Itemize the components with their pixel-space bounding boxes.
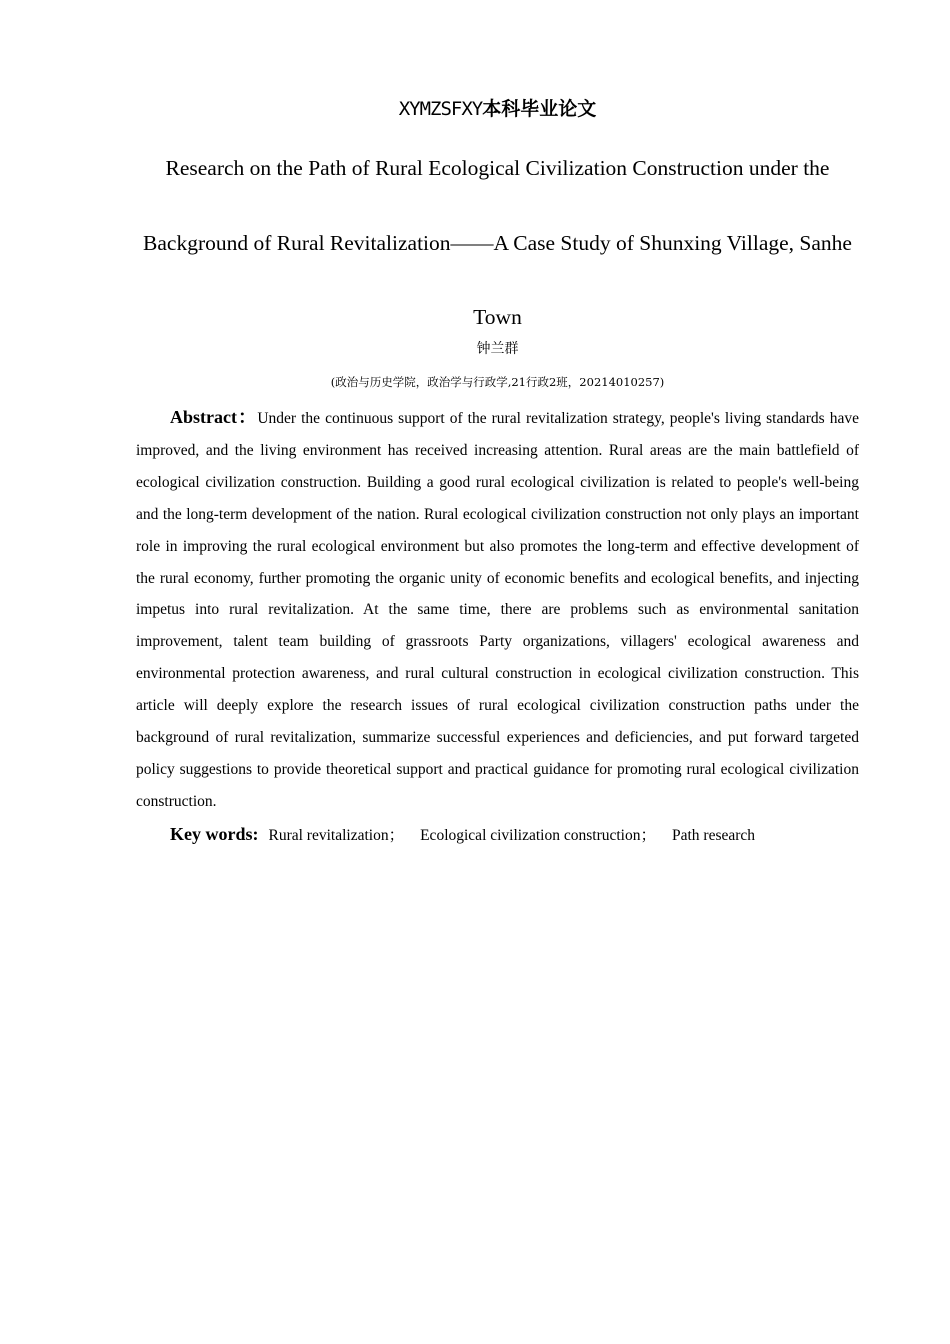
school-code: XYMZSFXY (398, 98, 483, 120)
keyword-item: Path research (671, 827, 756, 844)
keyword-item: Rural revitalization； (268, 827, 405, 844)
author-name: 钟兰群 (476, 341, 519, 357)
abstract-label: Abstract： (170, 407, 258, 427)
keywords-line (136, 818, 859, 852)
paper-title: Research on the Path of Rural Ecological Civilization Construction under the Background of Rural Revitalization——A Case Study of Shunxing Village, Sanhe Town (143, 156, 852, 329)
thesis-header (0, 94, 950, 124)
keywords-label: Key words: (170, 824, 259, 844)
author-affiliation: (政治与历史学院，政治学与行政学,21行政2班，20214010257) (330, 375, 665, 389)
thesis-type-label: 本科毕业论文 (482, 98, 597, 120)
abstract-paragraph (136, 402, 859, 818)
abstract-text: Under the continuous support of the rural revitalization strategy, people's living standards have improved, and the living environment has received increasing attention. Rural areas are the main battlefield of ecological civilization construction. Building a good rural ecological civilization is related to people's well-being and the long-term development of the nation. Rural ecological civilization construction not only plays an important role in improving the rural ecological environment but also promotes the long-term and effective development of the rural economy, further promoting the organic unity of economic benefits and ecological benefits, and injecting impetus into rural revitalization. At the same time, there are problems such as environmental sanitation improvement, talent team building of grassroots Party organizations, villagers' ecological awareness and environmental protection awareness, and rural cultural construction in ecological civilization construction. This article will deeply explore the research issues of rural ecological civilization construction paths under the background of rural revitalization, summarize successful experiences and deficiencies, and put forward targeted policy suggestions to provide theoretical support and practical guidance for promoting rural ecological civilization construction. (136, 410, 859, 810)
keyword-item: Ecological civilization construction； (420, 827, 656, 844)
